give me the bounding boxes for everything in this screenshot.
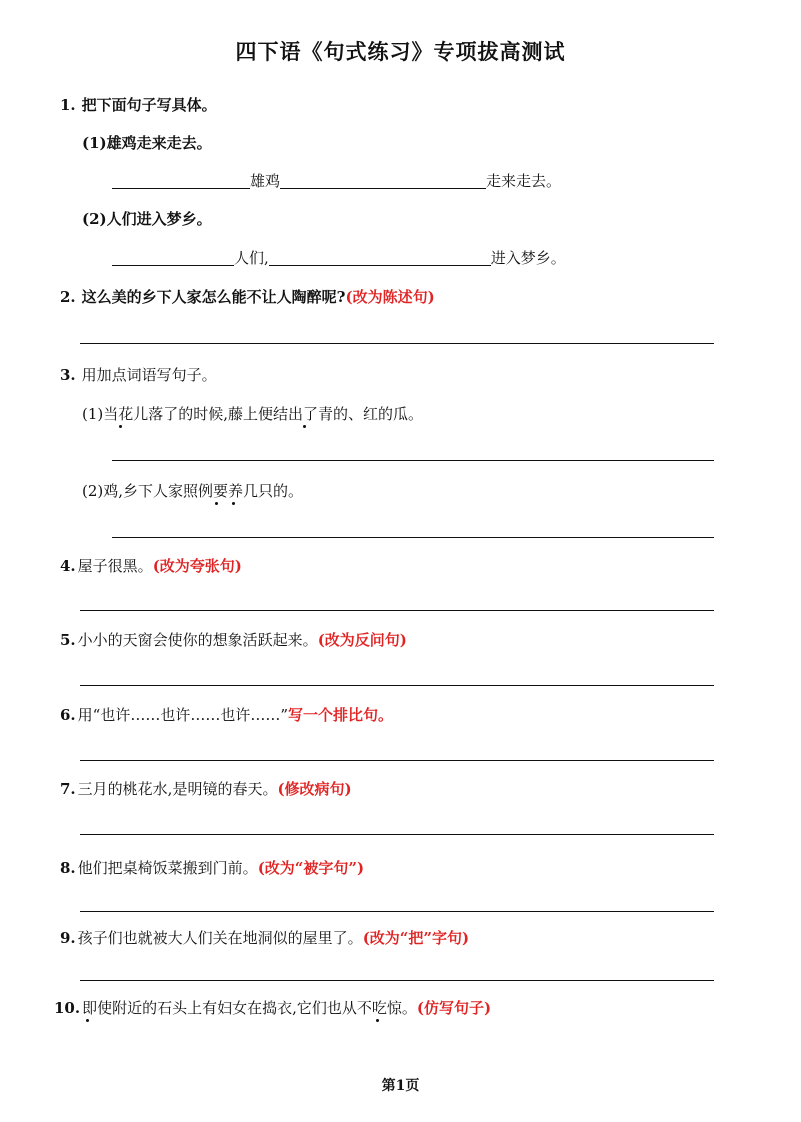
answer-line[interactable]	[112, 460, 714, 461]
question-3	[60, 365, 217, 385]
answer-blank[interactable]	[269, 249, 491, 266]
question-number: 3.	[60, 366, 76, 384]
question-5	[60, 630, 407, 650]
fill-text: 雄鸡	[250, 172, 281, 190]
question-number: 1.	[60, 96, 76, 114]
question-7	[60, 779, 352, 799]
emphasis-dot	[303, 425, 306, 428]
fill-text: 人们,	[234, 249, 269, 267]
question-number: 4.	[60, 557, 76, 575]
question-8	[60, 858, 364, 878]
question-9	[60, 928, 469, 948]
answer-line[interactable]	[80, 911, 714, 912]
emphasis-dot	[215, 502, 218, 505]
question-number: 10.	[54, 999, 81, 1017]
answer-blank[interactable]	[280, 172, 486, 189]
question-number: 2.	[60, 288, 76, 306]
question-text: 他们把桌椅饭菜搬到门前。	[77, 859, 258, 877]
question-instruction: 写一个排比句。	[288, 706, 394, 724]
answer-line[interactable]	[80, 834, 714, 835]
answer-line[interactable]	[80, 760, 714, 761]
question-number: 7.	[60, 780, 76, 798]
question-instruction: (改为“把”字句)	[362, 929, 470, 947]
question-1-fill-1	[112, 171, 561, 191]
question-number: 8.	[60, 859, 76, 877]
page-number: 第1页	[381, 1078, 420, 1094]
question-text: 这么美的乡下人家怎么能不让人陶醉呢?	[81, 288, 346, 306]
fill-text: 进入梦乡。	[490, 249, 566, 267]
question-text: 把下面句子写具体。	[81, 96, 217, 114]
answer-blank[interactable]	[112, 249, 234, 266]
question-instruction: (改为反问句)	[317, 631, 407, 649]
emphasis-dot	[119, 425, 122, 428]
answer-line[interactable]	[112, 537, 714, 538]
question-number: 6.	[60, 706, 76, 724]
page-title: 四下语《句式练习》专项拔高测试	[235, 39, 566, 64]
question-1	[60, 95, 217, 115]
question-text: 三月的桃花水,是明镜的春天。	[77, 780, 278, 798]
question-3-sub-1: (1)当花儿落了的时候,藤上便结出了青的、红的瓜。	[82, 405, 424, 423]
question-instruction: (改为“被字句”)	[257, 859, 365, 877]
question-2	[60, 287, 435, 307]
answer-line[interactable]	[80, 610, 714, 611]
emphasis-dot	[232, 502, 235, 505]
question-text: 用“也许……也许……也许……”	[77, 706, 289, 724]
question-1-sub-1: (1)雄鸡走来走去。	[82, 134, 212, 152]
question-instruction: (仿写句子)	[416, 999, 492, 1017]
question-text: 屋子很黑。	[77, 557, 153, 575]
answer-line[interactable]	[80, 980, 714, 981]
question-4	[60, 556, 242, 576]
question-1-sub-2: (2)人们进入梦乡。	[82, 210, 212, 228]
emphasis-dot	[376, 1019, 379, 1022]
question-10	[54, 998, 491, 1018]
answer-blank[interactable]	[112, 172, 250, 189]
fill-text: 走来走去。	[486, 172, 562, 190]
question-text: 小小的天窗会使你的想象活跃起来。	[77, 631, 318, 649]
emphasis-dot	[86, 1019, 89, 1022]
question-instruction: (改为夸张句)	[152, 557, 242, 575]
question-number: 9.	[60, 929, 76, 947]
answer-line[interactable]	[80, 685, 714, 686]
question-3-sub-2: (2)鸡,乡下人家照例要养几只的。	[82, 482, 304, 500]
question-text: 即使附近的石头上有妇女在捣衣,它们也从不吃惊。	[82, 999, 417, 1017]
question-6	[60, 705, 393, 725]
question-text: 孩子们也就被大人们关在地洞似的屋里了。	[77, 929, 363, 947]
question-text: 用加点词语写句子。	[81, 366, 217, 384]
question-instruction: (修改病句)	[277, 780, 352, 798]
answer-line[interactable]	[80, 343, 714, 344]
question-instruction: (改为陈述句)	[345, 288, 435, 306]
question-number: 5.	[60, 631, 76, 649]
question-1-fill-2	[112, 248, 566, 268]
